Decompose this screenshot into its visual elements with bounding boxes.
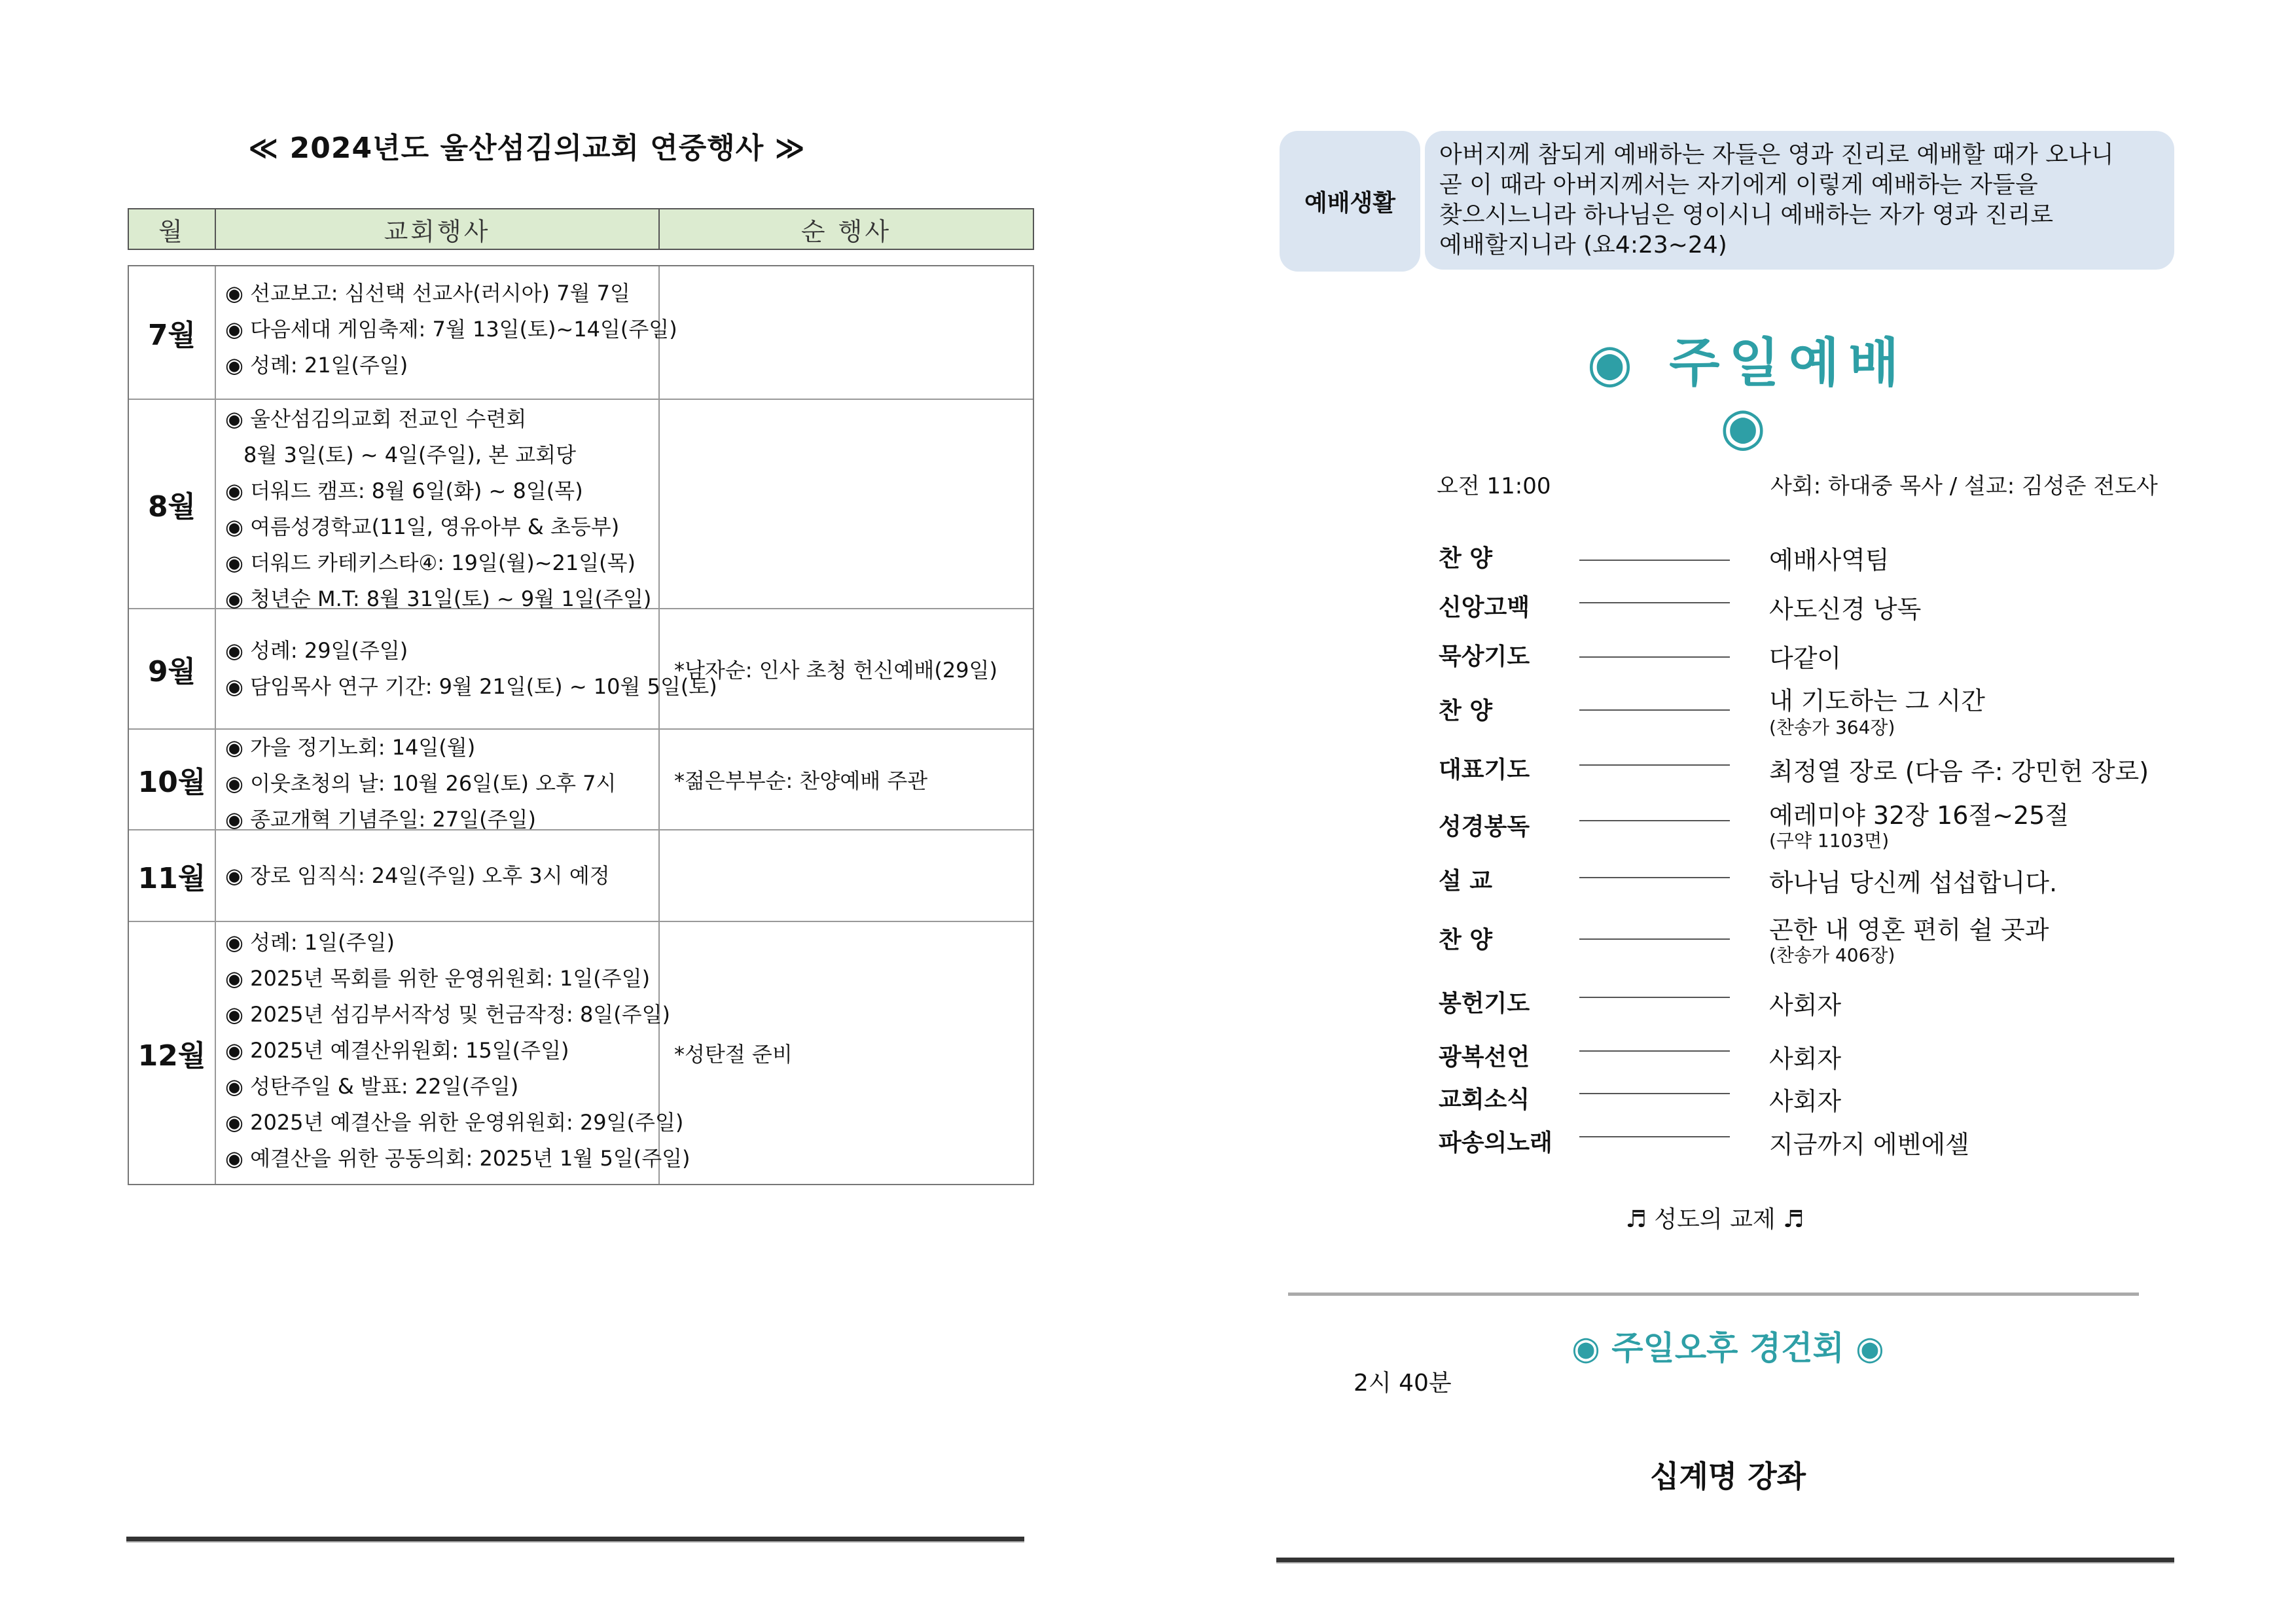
header-group-events: 순 행사 [800,217,892,246]
month-cell: 11월 [129,830,216,921]
order-label: 묵상기도 [1439,643,1530,670]
order-label: 교회소식 [1439,1086,1530,1113]
table-row [129,922,1033,1184]
order-label: 파송의노래 [1439,1130,1552,1156]
group-event-cell: *젊은부부순: 찬양예배 주관 [674,768,928,793]
group-event-cell [660,830,1033,921]
order-value: 사회자 [1769,1044,1842,1073]
order-label: 성경봉독 [1439,813,1530,840]
order-line [1579,1136,1730,1137]
verse-label: 예배생활 [1280,131,1420,272]
month-cell: 8월 [129,400,216,608]
header-month: 월 [129,209,216,249]
event-item: ◉ 담임목사 연구 기간: 9월 21일(토) ~ 10월 5일(토) [225,674,717,699]
order-label: 설 교 [1439,868,1493,895]
order-value: 사도신경 낭독 [1769,595,1922,624]
events-cell [216,730,660,832]
order-value: 최정열 장로 (다음 주: 강민헌 장로) [1769,757,2149,786]
verse-line: 예배할지니라 (요4:23~24) [1439,232,1727,259]
event-item: ◉ 더워드 캠프: 8월 6일(화) ~ 8일(목) [225,478,583,503]
order-line [1579,877,1730,878]
order-label: 찬 양 [1439,545,1493,572]
month-cell: 10월 [129,730,216,829]
order-label: 찬 양 [1439,698,1493,724]
order-line [1579,602,1730,603]
service-leaders: 사회: 하대중 목사 / 설교: 김성준 전도사 [1770,473,2158,499]
verse-line: 찾으시느니라 하나님은 영이시니 예배하는 자가 영과 진리로 [1439,202,2054,228]
afternoon-time: 2시 40분 [1354,1370,1452,1397]
month-cell: 7월 [129,266,216,399]
order-label: 대표기도 [1439,757,1530,783]
events-cell [216,266,677,399]
order-line [1579,709,1730,711]
group-event-cell [660,400,1033,608]
order-label: 찬 양 [1439,927,1493,954]
order-line [1579,656,1730,658]
group-event-cell: *남자순: 인사 초청 헌신예배(29일) [674,658,997,683]
events-cell [216,830,660,921]
verse-line: 곧 이 때라 아버지께서는 자기에게 이렇게 예배하는 자들을 [1439,171,2038,198]
section-separator [1288,1293,2139,1296]
table-row [129,400,1033,609]
event-item: ◉ 성탄주일 & 발표: 22일(주일) [225,1074,519,1099]
order-value: 다같이 [1769,644,1842,673]
event-item: ◉ 2025년 섬김부서작성 및 헌금작정: 8일(주일) [225,1002,671,1027]
event-item: ◉ 가을 정기노회: 14일(월) [225,735,476,760]
order-sub: (찬송가 364장) [1769,717,1895,738]
event-item: ◉ 2025년 예결산위원회: 15일(주일) [225,1038,569,1063]
order-sub: (찬송가 406장) [1769,944,1895,966]
worship-title: ◉ 주일예배 ◉ [1587,332,1909,457]
event-item: ◉ 2025년 예결산을 위한 운영위원회: 29일(주일) [225,1110,684,1135]
page-title: ≪ 2024년도 울산섬김의교회 연중행사 ≫ [248,132,806,165]
event-item: ◉ 이웃초청의 날: 10월 26일(토) 오후 7시 [225,771,617,796]
schedule-header [128,208,1034,250]
order-line [1579,938,1730,940]
table-row [129,609,1033,730]
order-label: 봉헌기도 [1439,990,1530,1017]
table-row [129,730,1033,830]
left-footer-rule [126,1537,1024,1541]
event-item: ◉ 다음세대 게임축제: 7월 13일(토)~14일(주일) [225,317,677,342]
verse-box [1425,131,2174,270]
afternoon-title: ◉ 주일오후 경건회 ◉ [1571,1329,1884,1367]
month-cell: 12월 [129,922,216,1184]
event-item: ◉ 예결산을 위한 공동의회: 2025년 1월 5일(주일) [225,1146,691,1171]
event-item: ◉ 선교보고: 심선택 선교사(러시아) 7월 7일 [225,281,630,306]
order-line [1579,1093,1730,1094]
event-item: ◉ 울산섬김의교회 전교인 수련회 [225,406,527,431]
service-time: 오전 11:00 [1437,473,1551,499]
event-item: ◉ 2025년 목회를 위한 운영위원회: 1일(주일) [225,966,651,991]
events-cell [216,400,660,611]
verse-line: 아버지께 참되게 예배하는 자들은 영과 진리로 예배할 때가 오나니 [1439,141,2114,168]
order-value: 곤한 내 영혼 편히 쉴 곳과 [1769,916,2049,944]
order-value: 예레미야 32장 16절~25절 [1769,801,2070,830]
order-value: 사회자 [1769,1087,1842,1116]
schedule-table [128,265,1034,1185]
order-value: 내 기도하는 그 시간 [1769,687,1985,715]
table-row [129,830,1033,922]
order-line [1579,997,1730,998]
fellowship-note: ♬ 성도의 교제 ♬ [1625,1206,1804,1233]
event-item: ◉ 더워드 카테키스타④: 19일(월)~21일(목) [225,550,636,575]
header-church-events: 교회행사 [216,209,660,249]
events-cell [216,922,691,1184]
event-item: ◉ 여름성경학교(11일, 영유아부 & 초등부) [225,514,620,539]
order-sub: (구약 1103면) [1769,830,1890,851]
month-cell: 9월 [129,609,216,728]
order-label: 신앙고백 [1439,594,1530,621]
right-footer-rule [1276,1558,2174,1562]
event-item: ◉ 성례: 29일(주일) [225,638,408,663]
events-cell [216,609,717,728]
event-item: ◉ 청년순 M.T: 8월 31일(토) ~ 9월 1일(주일) [225,586,652,611]
order-line [1579,560,1730,561]
event-item: ◉ 성례: 21일(주일) [225,353,408,378]
order-value: 사회자 [1769,991,1842,1020]
group-event-cell [660,266,1033,399]
order-line [1579,764,1730,766]
order-label: 광복선언 [1439,1044,1530,1071]
order-line [1579,820,1730,821]
event-item: ◉ 종교개혁 기념주일: 27일(주일) [225,807,536,832]
order-value: 예배사역팀 [1769,546,1890,575]
group-event-cell: *성탄절 준비 [674,1042,793,1067]
event-item: ◉ 장로 임직식: 24일(주일) 오후 3시 예정 [225,863,610,888]
table-row [129,266,1033,400]
order-value: 하나님 당신께 섭섭합니다. [1769,868,2058,897]
order-value: 지금까지 에벤에셀 [1769,1130,1969,1159]
order-line [1579,1050,1730,1052]
event-item: ◉ 성례: 1일(주일) [225,930,395,955]
lecture-title: 십계명 강좌 [1649,1459,1806,1494]
event-item: 8월 3일(토) ~ 4일(주일), 본 교회당 [243,442,576,467]
